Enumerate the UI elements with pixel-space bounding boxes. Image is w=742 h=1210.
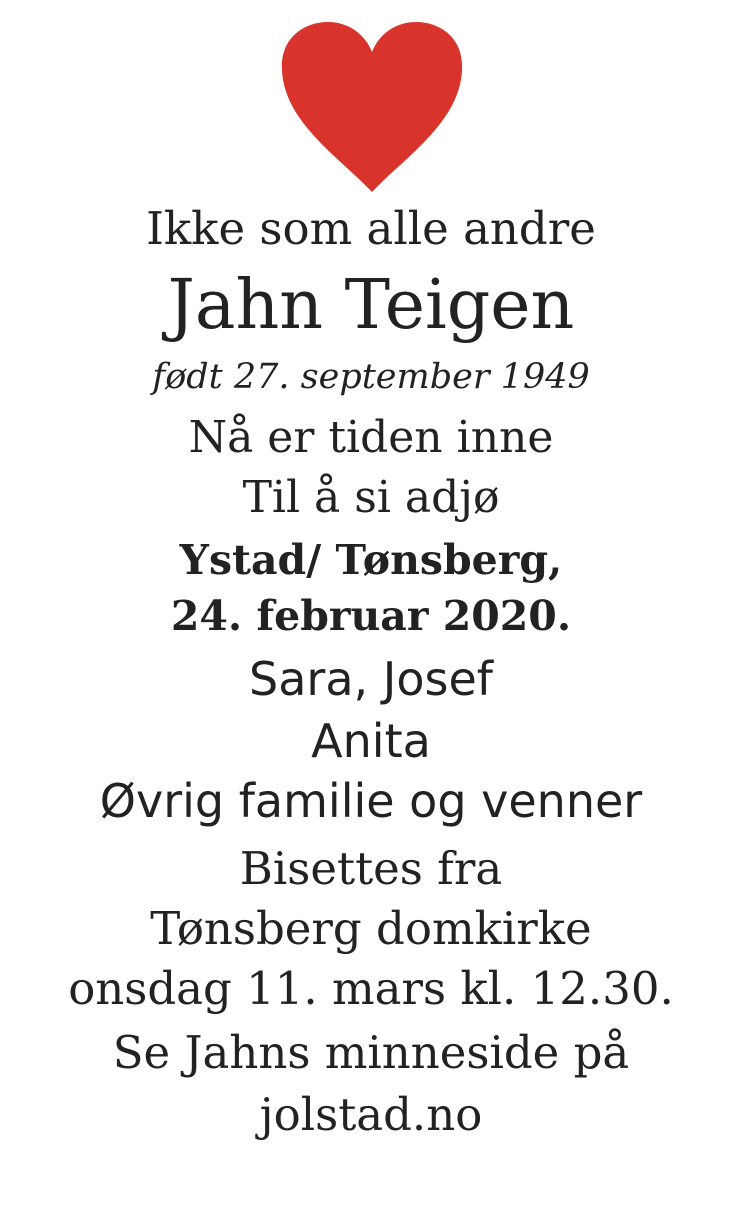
funeral-line-1: Bisettes fra <box>239 842 503 895</box>
date-of-death: 24. februar 2020. <box>170 592 572 640</box>
place-of-death: Ystad/ Tønsberg, <box>179 536 563 584</box>
funeral-line-4: Se Jahns minneside på <box>112 1026 630 1079</box>
verse-line-1: Nå er tiden inne <box>188 412 554 463</box>
deceased-name: Jahn Teigen <box>167 266 575 345</box>
funeral-line-3: onsdag 11. mars kl. 12.30. <box>68 962 674 1015</box>
birth-date: født 27. september 1949 <box>152 357 590 397</box>
funeral-line-2: Tønsberg domkirke <box>150 902 592 955</box>
subtitle: Ikke som alle andre <box>146 202 596 255</box>
mourner-line-1: Sara, Josef <box>249 652 493 706</box>
memorial-website: jolstad.no <box>259 1088 483 1141</box>
verse-line-2: Til å si adjø <box>242 472 500 523</box>
mourner-line-3: Øvrig familie og venner <box>99 774 643 828</box>
heart-icon <box>278 18 466 196</box>
mourner-line-2: Anita <box>311 714 431 768</box>
heart-shape <box>282 22 462 192</box>
